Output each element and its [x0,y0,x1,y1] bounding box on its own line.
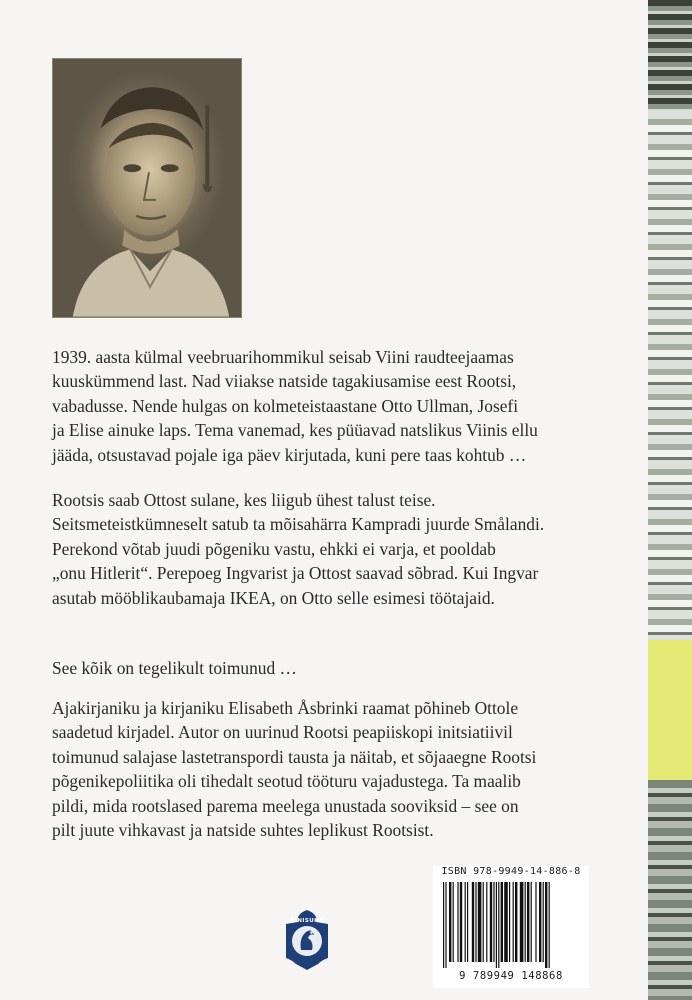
barcode-bar [501,882,503,962]
isbn-digits: 9 789949 148868 [459,970,563,982]
barcode-bar [490,882,492,962]
barcode-bar [457,882,458,962]
blurb-paragraph-2 [52,488,632,610]
author-portrait-photo [52,58,242,318]
text-line: 1939. aasta külmal veebruarihommikul seisab Viini raudteejaamas [52,347,514,367]
text-line: Perekond võtab juudi põgeniku vastu, ehkki ei varja, et pooldab [52,538,496,559]
barcode-bar [539,882,541,962]
text-line: pilt juute vihkavast ja natside suhtes leplikust Rootsist. [52,820,434,841]
barcode-bar [509,882,510,962]
text-line: Ajakirjaniku ja kirjaniku Elisabeth Åsbrinki raamat põhineb Ottole [52,698,519,718]
text-line: Rootsis saab Ottost sulane, kes liigub ühest talust teise. [52,490,436,510]
barcode-bar [531,882,532,962]
text-line: „onu Hitlerit“. Perepoeg Ingvarist ja Ottost saavad sõbrad. Kui Ingvar [52,563,539,584]
barcode-bar [513,882,514,962]
barcode-bar [520,882,524,962]
spine-accent-strip [648,640,692,780]
barcode-bar [486,882,487,962]
text-line: vabadusse. Nende hulgas on kolmeteistaastane Otto Ullman, Josefi [52,395,519,416]
text-line: asutab mööblikaubamaja IKEA, on Otto selle esimesi töötajaid. [52,587,495,608]
blurb-paragraph-3 [52,656,632,680]
barcode-bar [504,882,508,962]
barcode-bar [465,882,466,962]
text-line: põgenikepoliitika oli tihedalt seotud tööturu vajadustega. Ta maalib [52,771,521,792]
text-line: pildi, mida rootslased parema meelega unustada sooviksid – see on [52,795,519,816]
text-line: jääda, otsustavad pojale iga päev kirjutada, kuni pere taas kohtub … [52,444,527,465]
spine-photo-strip [648,780,692,1000]
barcode-bar [460,882,462,962]
barcode-bar [449,882,451,962]
barcode-bar [472,882,474,962]
barcode-bar [545,882,547,968]
text-line: saadetud kirjadel. Autor on uurinud Rootsi peapiiskopi initsiatiivil [52,722,513,743]
portrait-illustration [53,59,241,317]
text-line: See kõik on tegelikult toimunud … [52,658,297,678]
isbn-barcode-block [433,866,589,988]
barcode-icon [441,882,583,968]
barcode-bar [535,882,536,962]
text-line: toimunud salajase lastetranspordi tausta ja näitab, et sõjaaegne Rootsi [52,746,537,767]
barcode-bar [445,882,446,968]
publisher-logo [282,908,332,972]
blurb-paragraph-4 [52,696,632,842]
barcode-bar [543,882,544,962]
barcode-bar [453,882,454,962]
isbn-label: ISBN 978-9949-14-886-8 [441,866,581,877]
barcode-bar [498,882,499,968]
barcode-bar [475,882,476,962]
barcode-bar [478,882,482,962]
spine-photo-strip [648,110,692,640]
svg-text:SINISUKK: SINISUKK [290,918,324,924]
barcode-bar [467,882,468,962]
barcode-bar [525,882,526,962]
swan-logo-icon [282,908,332,972]
blurb-paragraph-1 [52,345,632,467]
barcode-bar [549,882,550,968]
barcode-bar [493,882,494,962]
barcode-bar [515,882,517,962]
barcode-bar [527,882,529,962]
spine-photo-strip [648,0,692,110]
text-line: kuuskümmend last. Nad viiakse natside tagakiusamise eest Rootsi, [52,371,517,392]
barcode-bar [483,882,484,962]
text-line: ja Elise ainuke laps. Tema vanemad, kes püüavad natslikus Viinis ellu [52,420,538,441]
text-line: Seitsmeteistkümneselt satub ta mõisahärra Kampradi juurde Smålandi. [52,514,545,535]
barcode-bar [443,882,444,968]
barcode-bar [496,882,497,968]
